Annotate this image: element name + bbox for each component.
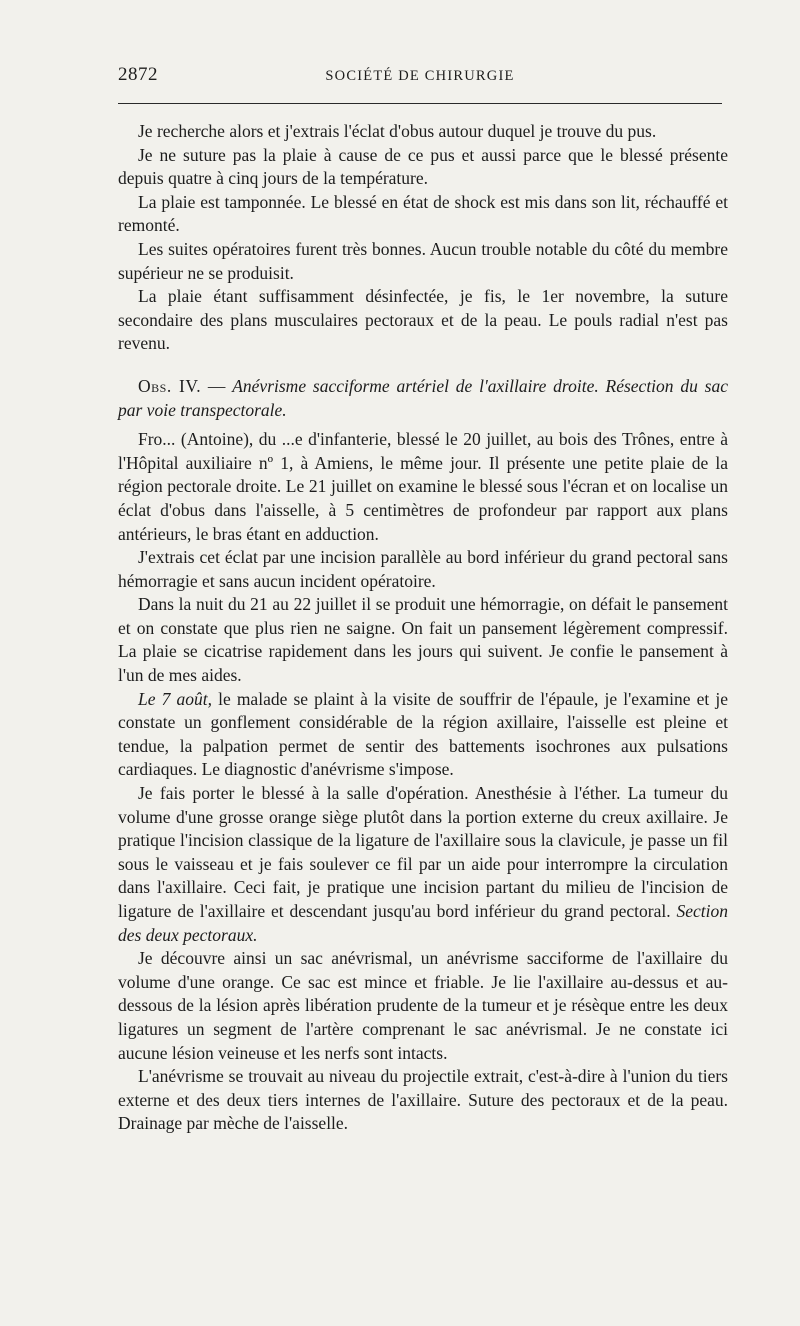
paragraph bbox=[118, 688, 728, 782]
paragraph-text: Je fais porter le blessé à la salle d'opération. Anesthésie à l'éther. La tumeur du volume d'une grosse orange siège plutôt dans la portion externe du creux axillaire. Je pratique l'incision classique de la ligature de l'axillaire sous la clavicule, je passe un fil sous le vaisseau et je fais soulever ce fil par un aide pour interrompre la circulation dans l'axillaire. Ceci fait, je pratique une incision partant du milieu de l'incision de ligature de l'axillaire et descendant jusqu'au bord inférieur du grand pectoral. bbox=[118, 783, 728, 921]
paragraph: Je recherche alors et j'extrais l'éclat d'obus autour duquel je trouve du pus. bbox=[138, 121, 657, 141]
paragraph: Je ne suture pas la plaie à cause de ce pus et aussi parce que le blessé présente depuis quatre à cinq jours de la température. bbox=[118, 144, 728, 189]
paragraph: J'extrais cet éclat par une incision parallèle au bord inférieur du grand pectoral sans hémorragie et sans aucun incident opératoire. bbox=[118, 547, 728, 591]
date-label: Le 7 août, bbox=[138, 688, 212, 709]
observation-label: Obs. IV. bbox=[138, 375, 202, 396]
italic-phrase: Section des deux pectoraux. bbox=[118, 901, 728, 945]
page-header bbox=[118, 64, 722, 92]
page-number: 2872 bbox=[118, 64, 158, 85]
paragraph bbox=[118, 782, 728, 947]
paragraph: La plaie étant suffisamment désinfectée, je fis, le 1er novembre, la suture secondaire des plans musculaires pectoraux et de la peau. Le pouls radial n'est pas revenu. bbox=[118, 286, 728, 354]
observation-dash: — bbox=[201, 375, 233, 396]
paragraph-text: le malade se plaint à la visite de souffrir de l'épaule, je l'examine et je constate un gonflement considérable de la région axillaire, l'aisselle est pleine et tendue, la palpation permet de sentir des battements isochrones aux pulsations cardiaques. Le diagnostic d'anévrisme s'impose. bbox=[118, 688, 728, 780]
paragraph: La plaie est tamponnée. Le blessé en état de shock est mis dans son lit, réchauffé et remonté. bbox=[118, 191, 728, 236]
header-rule bbox=[118, 103, 722, 104]
observation-heading bbox=[118, 375, 728, 422]
observation-title: Anévrisme sacciforme artériel de l'axillaire droite. Résection du sac par voie transpectorale. bbox=[118, 375, 728, 420]
paragraph: Dans la nuit du 21 au 22 juillet il se produit une hémorragie, on défait le pansement et on constate que plus rien ne saigne. On fait un pansement légèrement compressif. La plaie se cicatrise rapidement dans les jours qui suivent. Je confie le pansement à l'un de mes aides. bbox=[118, 594, 728, 686]
running-title: SOCIÉTÉ DE CHIRURGIE bbox=[325, 68, 515, 84]
body-text bbox=[118, 120, 728, 1136]
paragraph: L'anévrisme se trouvait au niveau du projectile extrait, c'est-à-dire à l'union du tiers externe et des deux tiers internes de l'axillaire. Suture des pectoraux et de la peau. Drainage par mèche de l'aisselle. bbox=[118, 1066, 728, 1134]
paragraph: Fro... (Antoine), du ...e d'infanterie, blessé le 20 juillet, au bois des Trônes, entre à l'Hôpital auxiliaire nº 1, à Amiens, le même jour. Il présente une petite plaie de la région pectorale droite. Le 21 juillet on examine le blessé sous l'écran et on localise un éclat d'obus dans l'aisselle, à 5 centimètres de profondeur par rapport aux plans antérieurs, le bras étant en adduction. bbox=[118, 429, 728, 544]
paragraph: Je découvre ainsi un sac anévrismal, un anévrisme sacciforme de l'axillaire du volume d'une orange. Ce sac est mince et friable. Je lie l'axillaire au-dessus et au-dessous de la lésion après libération prudente de la tumeur et je résèque entre les deux ligatures un segment de l'artère comprenant le sac anévrismal. Je ne constate ici aucune lésion veineuse et les nerfs sont intacts. bbox=[118, 948, 728, 1063]
paragraph: Les suites opératoires furent très bonnes. Aucun trouble notable du côté du membre supérieur ne se produisit. bbox=[118, 238, 728, 283]
